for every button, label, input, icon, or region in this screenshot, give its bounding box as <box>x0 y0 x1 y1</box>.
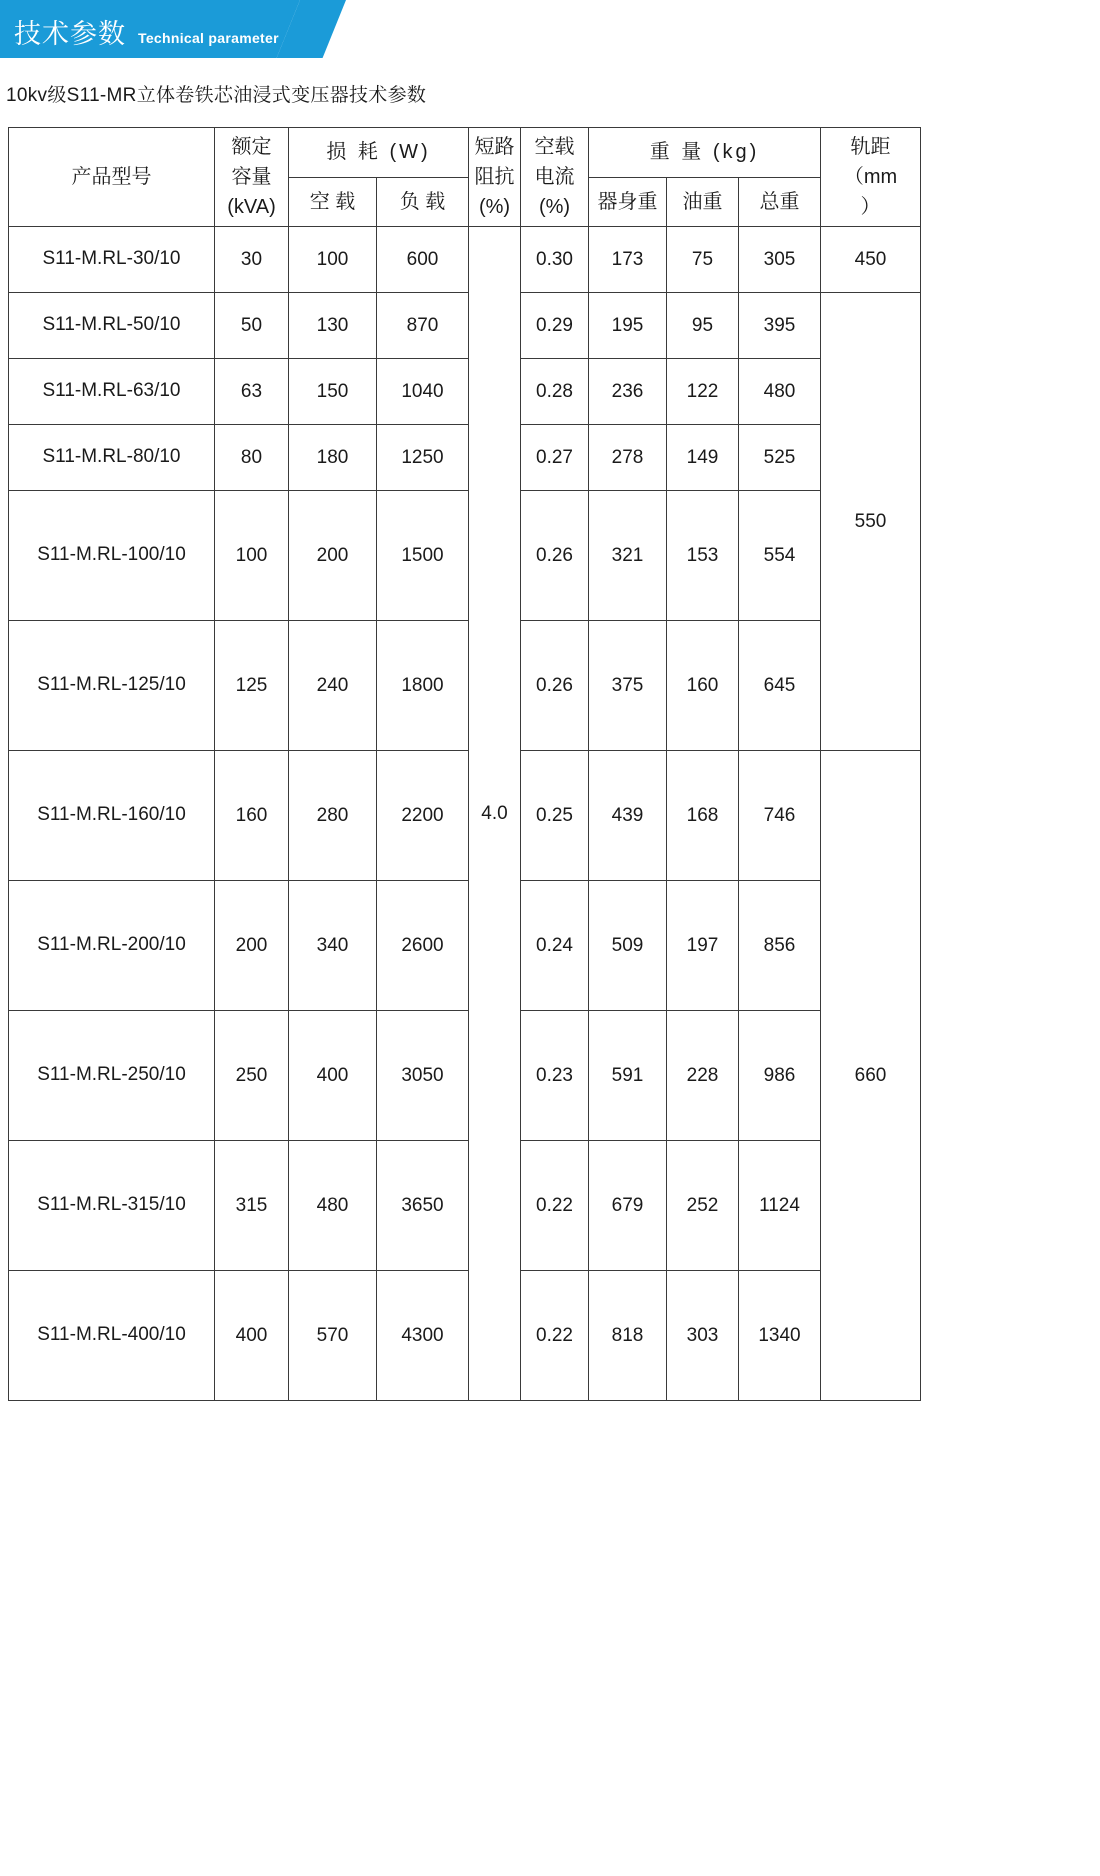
cell-no-load-current: 0.22 <box>521 1141 589 1271</box>
header-impedance-line2: 阻抗 <box>474 166 515 188</box>
cell-no-load-current: 0.27 <box>521 425 589 491</box>
cell-no-load-current: 0.29 <box>521 293 589 359</box>
header-gauge-line3: ） <box>860 196 881 218</box>
cell-capacity: 250 <box>215 1011 289 1141</box>
cell-loss-no-load: 100 <box>289 227 377 293</box>
header-weight-oil: 油重 <box>667 177 739 227</box>
cell-capacity: 80 <box>215 425 289 491</box>
cell-capacity: 125 <box>215 621 289 751</box>
cell-weight-total: 525 <box>739 425 821 491</box>
spec-table <box>8 127 921 1401</box>
header-impedance-line3: (%) <box>478 196 511 218</box>
cell-loss-load: 4300 <box>377 1271 469 1401</box>
banner-diagonal-shape <box>277 0 1100 58</box>
cell-weight-oil: 149 <box>667 425 739 491</box>
cell-no-load-current: 0.26 <box>521 621 589 751</box>
header-capacity-line3: (kVA) <box>227 196 276 218</box>
cell-model: S11-M.RL-100/10 <box>9 491 215 621</box>
cell-loss-load: 1500 <box>377 491 469 621</box>
header-track-gauge <box>821 128 921 227</box>
cell-loss-load: 2600 <box>377 881 469 1011</box>
cell-weight-body: 236 <box>589 359 667 425</box>
cell-model: S11-M.RL-315/10 <box>9 1141 215 1271</box>
cell-weight-total: 305 <box>739 227 821 293</box>
cell-no-load-current: 0.28 <box>521 359 589 425</box>
cell-no-load-current: 0.26 <box>521 491 589 621</box>
cell-track-gauge: 550 <box>821 293 921 751</box>
cell-no-load-current: 0.24 <box>521 881 589 1011</box>
cell-model: S11-M.RL-400/10 <box>9 1271 215 1401</box>
table-row <box>9 751 921 881</box>
header-capacity-line2: 容量 <box>231 166 272 188</box>
table-row <box>9 621 921 751</box>
cell-capacity: 315 <box>215 1141 289 1271</box>
spec-table-wrapper <box>0 127 1100 1401</box>
table-body <box>9 227 921 1401</box>
cell-model: S11-M.RL-125/10 <box>9 621 215 751</box>
cell-capacity: 160 <box>215 751 289 881</box>
cell-no-load-current: 0.22 <box>521 1271 589 1401</box>
header-gauge-line1: 轨距 <box>850 136 891 158</box>
cell-loss-load: 1040 <box>377 359 469 425</box>
cell-loss-no-load: 480 <box>289 1141 377 1271</box>
header-rated-capacity <box>215 128 289 227</box>
cell-no-load-current: 0.25 <box>521 751 589 881</box>
cell-loss-load: 2200 <box>377 751 469 881</box>
cell-loss-no-load: 200 <box>289 491 377 621</box>
banner-title-en: Technical parameter <box>138 30 279 46</box>
header-model: 产品型号 <box>9 128 215 227</box>
cell-weight-body: 173 <box>589 227 667 293</box>
table-row <box>9 425 921 491</box>
cell-weight-total: 395 <box>739 293 821 359</box>
header-current-line1: 空载 <box>534 136 575 158</box>
cell-weight-oil: 252 <box>667 1141 739 1271</box>
cell-track-gauge: 660 <box>821 751 921 1401</box>
cell-model: S11-M.RL-63/10 <box>9 359 215 425</box>
cell-loss-no-load: 130 <box>289 293 377 359</box>
cell-loss-load: 1250 <box>377 425 469 491</box>
header-current-line2: 电流 <box>534 166 575 188</box>
cell-loss-load: 3650 <box>377 1141 469 1271</box>
cell-weight-total: 746 <box>739 751 821 881</box>
cell-weight-oil: 160 <box>667 621 739 751</box>
cell-model: S11-M.RL-250/10 <box>9 1011 215 1141</box>
cell-weight-oil: 228 <box>667 1011 739 1141</box>
cell-weight-oil: 122 <box>667 359 739 425</box>
cell-capacity: 63 <box>215 359 289 425</box>
cell-weight-total: 856 <box>739 881 821 1011</box>
cell-loss-no-load: 240 <box>289 621 377 751</box>
header-weight-group: 重 量 (kg) <box>589 128 821 178</box>
cell-weight-total: 1340 <box>739 1271 821 1401</box>
cell-capacity: 200 <box>215 881 289 1011</box>
header-weight-body: 器身重 <box>589 177 667 227</box>
cell-weight-oil: 95 <box>667 293 739 359</box>
table-row <box>9 881 921 1011</box>
cell-loss-no-load: 150 <box>289 359 377 425</box>
header-loss-load: 负 载 <box>377 177 469 227</box>
cell-weight-oil: 168 <box>667 751 739 881</box>
cell-weight-oil: 303 <box>667 1271 739 1401</box>
cell-weight-total: 1124 <box>739 1141 821 1271</box>
cell-loss-load: 870 <box>377 293 469 359</box>
table-header <box>9 128 921 227</box>
cell-capacity: 400 <box>215 1271 289 1401</box>
cell-weight-oil: 75 <box>667 227 739 293</box>
cell-weight-body: 591 <box>589 1011 667 1141</box>
header-current-line3: (%) <box>538 196 571 218</box>
header-loss-group: 损 耗 (W) <box>289 128 469 178</box>
cell-weight-body: 818 <box>589 1271 667 1401</box>
table-header-row-1 <box>9 128 921 178</box>
cell-weight-body: 321 <box>589 491 667 621</box>
header-no-load-current <box>521 128 589 227</box>
header-gauge-line2: （mm <box>843 166 898 188</box>
table-row <box>9 227 921 293</box>
cell-loss-load: 600 <box>377 227 469 293</box>
cell-weight-total: 554 <box>739 491 821 621</box>
cell-model: S11-M.RL-50/10 <box>9 293 215 359</box>
cell-weight-oil: 197 <box>667 881 739 1011</box>
cell-model: S11-M.RL-200/10 <box>9 881 215 1011</box>
table-row <box>9 1271 921 1401</box>
cell-track-gauge: 450 <box>821 227 921 293</box>
cell-no-load-current: 0.30 <box>521 227 589 293</box>
header-short-circuit-impedance <box>469 128 521 227</box>
banner-title-cn: 技术参数 <box>14 19 126 49</box>
page-title: 10kv级S11-MR立体卷铁芯油浸式变压器技术参数 <box>6 85 427 106</box>
cell-loss-load: 1800 <box>377 621 469 751</box>
table-row <box>9 1141 921 1271</box>
header-loss-no-load: 空 载 <box>289 177 377 227</box>
cell-weight-body: 195 <box>589 293 667 359</box>
cell-capacity: 50 <box>215 293 289 359</box>
cell-loss-no-load: 400 <box>289 1011 377 1141</box>
cell-weight-total: 645 <box>739 621 821 751</box>
cell-weight-body: 439 <box>589 751 667 881</box>
cell-loss-load: 3050 <box>377 1011 469 1141</box>
table-row <box>9 293 921 359</box>
cell-loss-no-load: 340 <box>289 881 377 1011</box>
cell-capacity: 30 <box>215 227 289 293</box>
cell-loss-no-load: 280 <box>289 751 377 881</box>
cell-weight-oil: 153 <box>667 491 739 621</box>
header-weight-total: 总重 <box>739 177 821 227</box>
cell-impedance: 4.0 <box>469 227 521 1401</box>
table-row <box>9 1011 921 1141</box>
cell-loss-no-load: 570 <box>289 1271 377 1401</box>
cell-no-load-current: 0.23 <box>521 1011 589 1141</box>
cell-weight-body: 509 <box>589 881 667 1011</box>
cell-capacity: 100 <box>215 491 289 621</box>
cell-model: S11-M.RL-30/10 <box>9 227 215 293</box>
cell-model: S11-M.RL-160/10 <box>9 751 215 881</box>
table-row <box>9 491 921 621</box>
table-row <box>9 359 921 425</box>
page-banner <box>0 0 1100 58</box>
cell-model: S11-M.RL-80/10 <box>9 425 215 491</box>
header-impedance-line1: 短路 <box>474 136 515 158</box>
header-capacity-line1: 额定 <box>231 136 272 158</box>
cell-weight-body: 278 <box>589 425 667 491</box>
cell-weight-total: 480 <box>739 359 821 425</box>
cell-weight-total: 986 <box>739 1011 821 1141</box>
cell-loss-no-load: 180 <box>289 425 377 491</box>
cell-weight-body: 375 <box>589 621 667 751</box>
cell-weight-body: 679 <box>589 1141 667 1271</box>
